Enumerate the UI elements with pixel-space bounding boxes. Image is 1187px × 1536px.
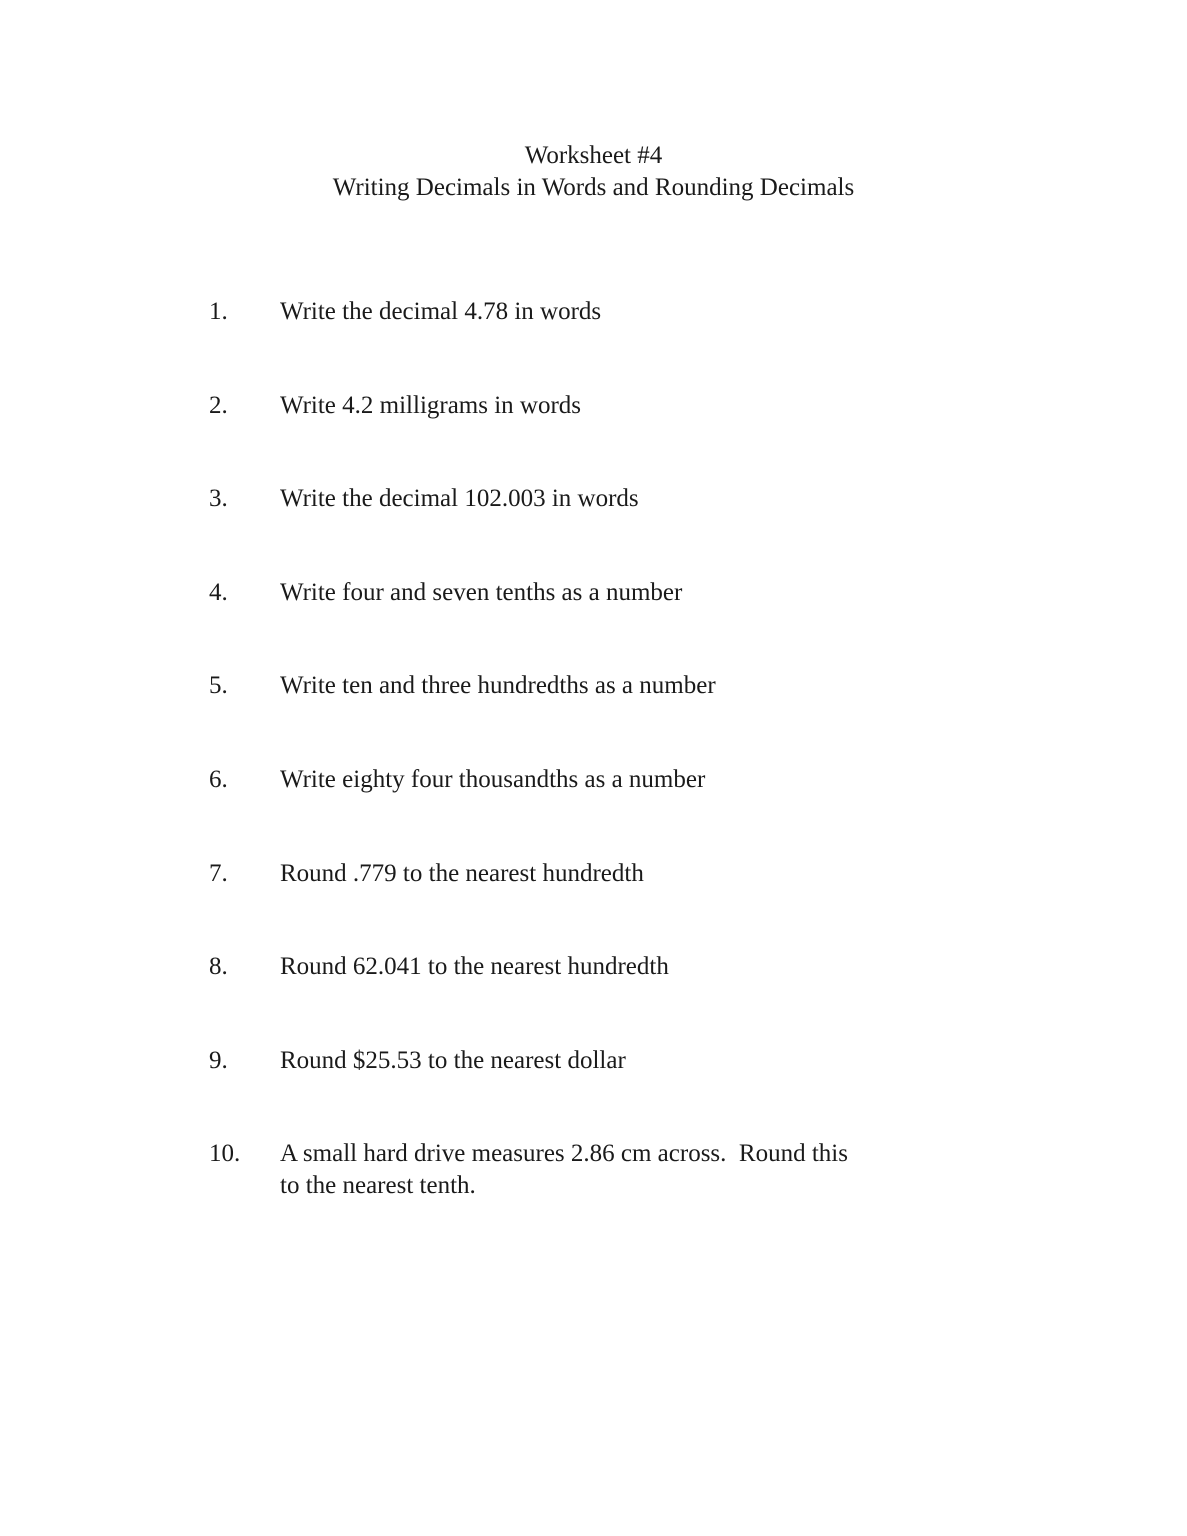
question-text xyxy=(280,1138,920,1202)
question-number: 1. xyxy=(209,298,228,325)
question-line: Write four and seven tenths as a number xyxy=(280,578,683,606)
question-number: 10. xyxy=(209,1140,241,1168)
question-number: 5. xyxy=(209,672,228,700)
question-list xyxy=(209,296,929,1232)
question-2 xyxy=(209,390,929,484)
question-text xyxy=(280,296,920,328)
question-text xyxy=(280,390,920,422)
question-number: 6. xyxy=(209,765,228,793)
question-line: Write the decimal 102.003 in words xyxy=(280,485,639,513)
question-text xyxy=(280,483,920,515)
question-text xyxy=(280,951,920,983)
worksheet-subtitle: Writing Decimals in Words and Rounding Decimals xyxy=(332,174,855,201)
question-7 xyxy=(209,858,929,952)
question-number: 4. xyxy=(209,578,228,606)
question-line: A small hard drive measures 2.86 cm across. Round this xyxy=(280,1140,848,1168)
question-line: to the nearest tenth. xyxy=(280,1172,476,1200)
question-line: Write ten and three hundredths as a number xyxy=(280,672,716,700)
question-number: 3. xyxy=(209,485,228,513)
question-10 xyxy=(209,1138,929,1232)
question-number: 8. xyxy=(209,953,228,981)
question-line: Round 62.041 to the nearest hundredth xyxy=(280,953,669,981)
worksheet-title: Worksheet #4 xyxy=(524,142,663,169)
title-block xyxy=(0,140,1187,204)
question-text xyxy=(280,577,920,609)
question-line: Write eighty four thousandths as a number xyxy=(280,765,706,793)
question-text xyxy=(280,858,920,890)
question-line: Write 4.2 milligrams in words xyxy=(280,391,582,419)
question-8 xyxy=(209,951,929,1045)
question-text xyxy=(280,764,920,796)
question-line: Round .779 to the nearest hundredth xyxy=(280,859,644,887)
question-5 xyxy=(209,670,929,764)
question-number: 2. xyxy=(209,391,228,419)
question-text xyxy=(280,1045,920,1077)
question-9 xyxy=(209,1045,929,1139)
question-line: Round $25.53 to the nearest dollar xyxy=(280,1046,626,1074)
question-text xyxy=(280,670,920,702)
question-1 xyxy=(209,296,929,390)
question-number: 9. xyxy=(209,1046,228,1074)
question-number: 7. xyxy=(209,859,228,887)
question-3 xyxy=(209,483,929,577)
question-4 xyxy=(209,577,929,671)
question-line: Write the decimal 4.78 in words xyxy=(280,298,602,325)
question-6 xyxy=(209,764,929,858)
